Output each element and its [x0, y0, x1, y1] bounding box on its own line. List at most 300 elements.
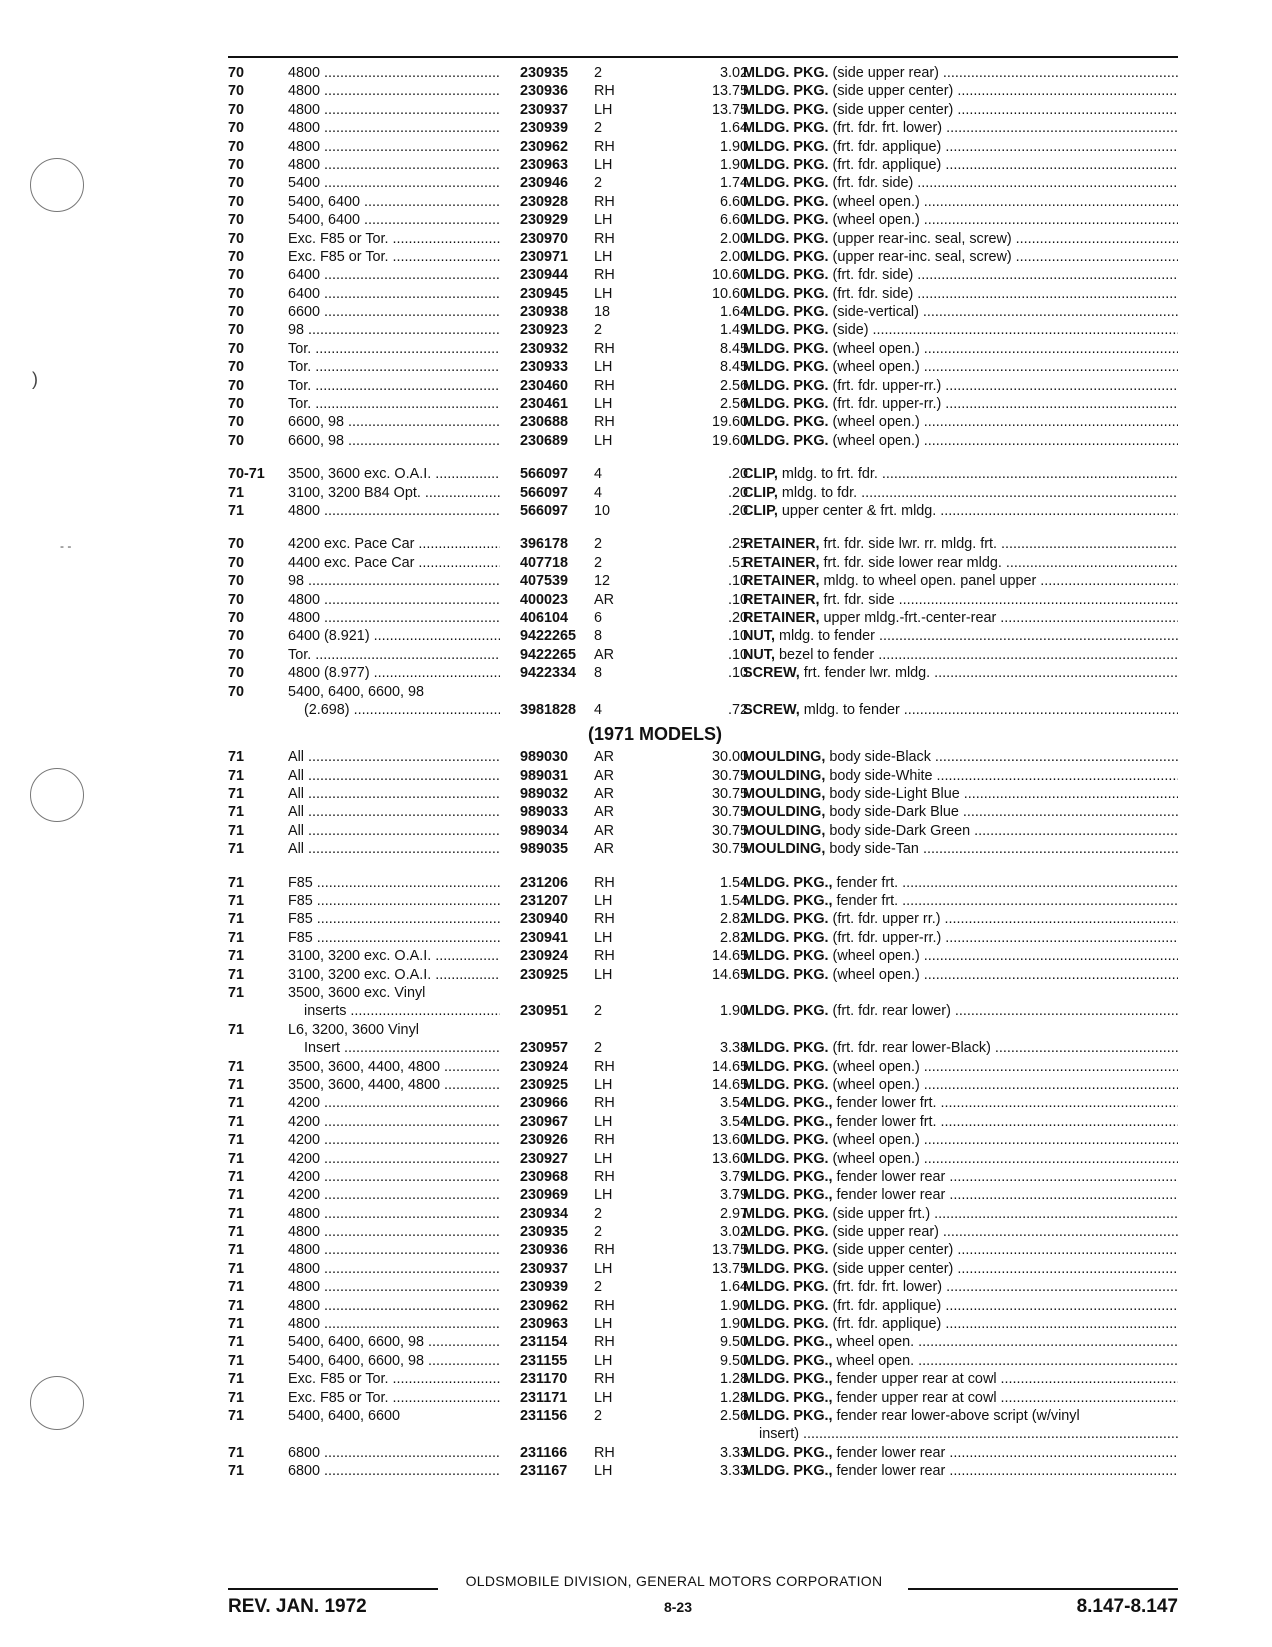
- cross-reference-line: 3500, 3600 exc. Vinyl: [288, 984, 426, 1001]
- description: [743, 748, 1178, 766]
- part-name: MLDG. PKG.: [743, 138, 829, 155]
- description-line: [743, 1241, 1178, 1259]
- cross-reference-line: F85 .....: [288, 910, 500, 928]
- model-year: 71: [228, 1150, 245, 1167]
- price: 13.60: [711, 1150, 748, 1167]
- cross-reference-line: 4800 .....: [288, 1223, 500, 1241]
- quantity: 2: [594, 1205, 603, 1222]
- price: 1.64: [719, 120, 748, 137]
- description: [743, 413, 1178, 431]
- price: 1.90: [719, 138, 748, 155]
- model-year: 71: [228, 893, 245, 910]
- revision-date: REV. JAN. 1972: [228, 1596, 367, 1617]
- part-number: 230969: [520, 1187, 569, 1204]
- quantity: RH: [594, 1297, 615, 1314]
- cross-reference-line: 6600, 98 .....: [288, 413, 500, 431]
- part-number: 230924: [520, 948, 569, 965]
- cross-reference: [288, 892, 500, 910]
- quantity: AR: [594, 767, 614, 784]
- cross-reference: [288, 1131, 500, 1149]
- description: [743, 554, 1178, 572]
- part-name: MLDG. PKG.,: [743, 1463, 833, 1480]
- price: 30.75: [711, 822, 748, 839]
- description-text: (wheel open.): [832, 1150, 920, 1167]
- part-number: 9422265: [520, 628, 577, 645]
- price: .10: [727, 646, 748, 663]
- cross-reference-line: 4800 .....: [288, 591, 500, 609]
- part-name: MLDG. PKG.,: [743, 893, 833, 910]
- part-number: 230957: [520, 1040, 569, 1057]
- quantity: 2: [594, 322, 603, 339]
- scan-mark: - -: [60, 539, 72, 553]
- part-number: 230928: [520, 193, 569, 210]
- price: 2.56: [719, 377, 748, 394]
- cross-reference: [288, 1297, 500, 1315]
- part-name: MLDG. PKG.: [743, 911, 829, 928]
- description-text: (wheel open.): [832, 966, 920, 983]
- description: [743, 1223, 1178, 1241]
- price: 30.75: [711, 786, 748, 803]
- quantity: 8: [594, 665, 603, 682]
- part-number: 989031: [520, 767, 569, 784]
- price: 13.75: [711, 83, 748, 100]
- part-number: 231206: [520, 874, 569, 891]
- cross-reference-line: Tor. .....: [288, 395, 500, 413]
- page-number: 8-23: [663, 1599, 693, 1615]
- description-text: (side upper frt.): [832, 1205, 931, 1222]
- table-row: [228, 432, 1178, 450]
- page-footer: [228, 1570, 1178, 1630]
- description: [743, 101, 1178, 119]
- price: 30.75: [711, 767, 748, 784]
- quantity: RH: [594, 1168, 615, 1185]
- part-number: 231167: [520, 1463, 568, 1480]
- description: [743, 174, 1178, 192]
- description-line: [743, 285, 1178, 303]
- model-year: 71: [228, 1113, 245, 1130]
- description-line: [743, 101, 1178, 119]
- cross-reference: [288, 1168, 500, 1186]
- cross-reference: [288, 101, 500, 119]
- description-text: (frt. fdr. side): [832, 285, 914, 302]
- table-row: [228, 321, 1178, 339]
- cross-reference-line: 3500, 3600 exc. O.A.I. .....: [288, 465, 500, 483]
- quantity: LH: [594, 1260, 613, 1277]
- cross-reference-line: (2.698) .....: [288, 701, 500, 719]
- model-year: 70: [228, 646, 245, 663]
- cross-reference-line: 4800 .....: [288, 138, 500, 156]
- part-number: 230688: [520, 414, 569, 431]
- cross-reference: [288, 1278, 500, 1296]
- part-name: MLDG. PKG.: [743, 212, 829, 229]
- description: [743, 432, 1178, 450]
- description-line: [743, 1389, 1178, 1407]
- part-number: 230946: [520, 175, 569, 192]
- model-year: 71: [228, 1408, 245, 1424]
- description-text: (frt. fdr. side): [832, 175, 914, 192]
- description: [743, 1168, 1178, 1186]
- model-year: 70: [228, 609, 245, 626]
- price: 1.90: [719, 1297, 748, 1314]
- quantity: LH: [594, 1113, 613, 1130]
- price: .10: [727, 591, 748, 608]
- table-row: [228, 266, 1178, 284]
- cross-reference-line: Tor. .....: [288, 646, 500, 664]
- quantity: 6: [594, 609, 603, 626]
- description: [743, 1315, 1178, 1333]
- table-row: [228, 303, 1178, 321]
- quantity: 2: [594, 536, 603, 553]
- price: 19.60: [711, 414, 748, 431]
- cross-reference-line: 4800 .....: [288, 101, 500, 119]
- quantity: 18: [594, 304, 611, 321]
- description: [743, 1462, 1178, 1480]
- cross-reference-line: All .....: [288, 748, 500, 766]
- part-name: RETAINER,: [743, 573, 820, 590]
- model-year: 70: [228, 396, 245, 413]
- description-line: [743, 1407, 1178, 1425]
- cross-reference: [288, 193, 500, 211]
- description-line: [743, 535, 1178, 553]
- parts-list: [228, 64, 1178, 1481]
- model-year: 70: [228, 304, 245, 321]
- part-number: 230941: [520, 929, 569, 946]
- part-number: 231170: [520, 1371, 568, 1388]
- quantity: RH: [594, 83, 615, 100]
- model-year: 71: [228, 1463, 245, 1480]
- cross-reference: [288, 82, 500, 100]
- quantity: 2: [594, 1040, 603, 1057]
- price: .51: [727, 554, 748, 571]
- cross-reference: [288, 64, 500, 82]
- cross-reference: [288, 395, 500, 413]
- model-year: 70: [228, 628, 245, 645]
- description-line: [743, 1021, 1178, 1039]
- part-name: MLDG. PKG.: [743, 1242, 829, 1259]
- cross-reference: [288, 910, 500, 928]
- quantity: RH: [594, 193, 615, 210]
- cross-reference: [288, 683, 500, 720]
- part-number: 230925: [520, 1076, 569, 1093]
- part-name: MOULDING,: [743, 804, 826, 821]
- cross-reference: [288, 1444, 500, 1462]
- cross-reference-line: L6, 3200, 3600 Vinyl: [288, 1021, 419, 1038]
- cross-reference-line: 6600 .....: [288, 303, 500, 321]
- description-line: [743, 1333, 1178, 1351]
- description: [743, 82, 1178, 100]
- table-row: [228, 1370, 1178, 1388]
- part-number: 230929: [520, 212, 569, 229]
- model-year: 70: [228, 536, 245, 553]
- quantity: RH: [594, 1095, 615, 1112]
- description: [743, 822, 1178, 840]
- description-line: [743, 1094, 1178, 1112]
- table-row: [228, 874, 1178, 892]
- part-name: MLDG. PKG.: [743, 65, 829, 81]
- model-year: 70: [228, 359, 245, 376]
- description-line: [743, 1113, 1178, 1131]
- description-line: [743, 840, 1178, 858]
- model-year: 70: [228, 573, 245, 590]
- cross-reference: [288, 358, 500, 376]
- quantity: 2: [594, 1224, 603, 1241]
- table-row: [228, 174, 1178, 192]
- part-number: 230936: [520, 83, 569, 100]
- model-year: 70: [228, 322, 245, 339]
- cross-reference-line: 4800 .....: [288, 1315, 500, 1333]
- price: 2.82: [719, 911, 748, 928]
- cross-reference: [288, 1058, 500, 1076]
- cross-reference: [288, 966, 500, 984]
- model-year: 70: [228, 267, 245, 284]
- price: 3.54: [719, 1095, 748, 1112]
- description-text: (frt. fdr. rear lower-Black): [832, 1040, 991, 1057]
- description-text: (frt. fdr. applique): [832, 138, 942, 155]
- quantity: 2: [594, 120, 603, 137]
- description-line: [743, 591, 1178, 609]
- cross-reference: [288, 303, 500, 321]
- cross-reference-line: 4800 .....: [288, 82, 500, 100]
- description-text: frt. fdr. side: [823, 591, 895, 608]
- model-year: 71: [228, 984, 245, 1001]
- quantity: AR: [594, 786, 614, 803]
- part-number: 230927: [520, 1150, 569, 1167]
- part-number: 230937: [520, 1260, 569, 1277]
- part-number: 230936: [520, 1242, 569, 1259]
- description-text: (frt. fdr. upper-rr.): [832, 929, 942, 946]
- table-row: [228, 1131, 1178, 1149]
- part-name: MLDG. PKG.: [743, 966, 829, 983]
- cross-reference-line: Insert .....: [288, 1039, 500, 1057]
- part-number: 230963: [520, 156, 569, 173]
- description-text: fender lower frt.: [836, 1095, 937, 1112]
- description-text: (wheel open.): [832, 1076, 920, 1093]
- table-row: [228, 947, 1178, 965]
- description: [743, 1186, 1178, 1204]
- part-name: MOULDING,: [743, 822, 826, 839]
- cross-reference: [288, 321, 500, 339]
- model-year: 71: [228, 749, 245, 766]
- description: [743, 1260, 1178, 1278]
- description-line: [743, 1039, 1178, 1057]
- quantity: 2: [594, 1408, 603, 1424]
- model-year: 70: [228, 212, 245, 229]
- description-text: mldg. to fender: [803, 701, 900, 718]
- part-number: 230939: [520, 120, 569, 137]
- description: [743, 785, 1178, 803]
- price: 1.64: [719, 304, 748, 321]
- description-line: [743, 82, 1178, 100]
- part-number: 231207: [520, 893, 569, 910]
- cross-reference: [288, 1260, 500, 1278]
- cross-reference: [288, 609, 500, 627]
- table-row: [228, 1223, 1178, 1241]
- description-line: [743, 1076, 1178, 1094]
- description: [743, 321, 1178, 339]
- part-number: 230934: [520, 1205, 569, 1222]
- table-row: [228, 82, 1178, 100]
- cross-reference: [288, 1186, 500, 1204]
- model-year: 70: [228, 285, 245, 302]
- scan-mark: ): [32, 369, 38, 389]
- part-name: MOULDING,: [743, 841, 826, 858]
- description: [743, 340, 1178, 358]
- part-number: 231156: [520, 1408, 568, 1424]
- part-name: MLDG. PKG.: [743, 1003, 829, 1020]
- description-text: (frt. fdr. rear lower): [832, 1003, 951, 1020]
- price: 3.02: [719, 65, 748, 81]
- quantity: RH: [594, 1058, 615, 1075]
- cross-reference-line: 3100, 3200 exc. O.A.I. .....: [288, 947, 500, 965]
- cross-reference-line: 6600, 98 .....: [288, 432, 500, 450]
- part-number: 230944: [520, 267, 569, 284]
- description: [743, 664, 1178, 682]
- cross-reference: [288, 1021, 500, 1058]
- model-year: 70: [228, 175, 245, 192]
- quantity: LH: [594, 101, 613, 118]
- model-year: 70: [228, 156, 245, 173]
- cross-reference-line: 4800 .....: [288, 1260, 500, 1278]
- cross-reference: [288, 502, 500, 520]
- part-number: 230966: [520, 1095, 569, 1112]
- description-text: body side-Dark Green: [829, 822, 971, 839]
- cross-reference: [288, 1223, 500, 1241]
- description: [743, 1094, 1178, 1112]
- quantity: RH: [594, 1334, 615, 1351]
- model-year: 71: [228, 929, 245, 946]
- description: [743, 1205, 1178, 1223]
- price: .10: [727, 628, 748, 645]
- part-name: SCREW,: [743, 701, 800, 718]
- description-text: (side): [832, 322, 869, 339]
- part-name: MLDG. PKG.,: [743, 874, 833, 891]
- description-line: [743, 1002, 1178, 1020]
- table-row: [228, 1444, 1178, 1462]
- part-number: 230925: [520, 966, 569, 983]
- part-name: MLDG. PKG.: [743, 120, 829, 137]
- quantity: LH: [594, 1352, 613, 1369]
- cross-reference: [288, 1241, 500, 1259]
- part-name: CLIP,: [743, 502, 778, 519]
- description-text: (frt. fdr. applique): [832, 156, 942, 173]
- table-row: [228, 340, 1178, 358]
- table-row: [228, 929, 1178, 947]
- table-row: [228, 1389, 1178, 1407]
- description-text: (side upper center): [832, 1242, 954, 1259]
- cross-reference: [288, 119, 500, 137]
- quantity: 2: [594, 1279, 603, 1296]
- model-year: 71: [228, 1279, 245, 1296]
- model-year: 71: [228, 1224, 245, 1241]
- price: 2.82: [719, 929, 748, 946]
- description-line: [743, 248, 1178, 266]
- cross-reference-line: 5400, 6400, 6600, 98 .....: [288, 1352, 500, 1370]
- cross-reference: [288, 554, 500, 572]
- description: [743, 984, 1178, 1021]
- description: [743, 303, 1178, 321]
- model-year: 70: [228, 138, 245, 155]
- model-year: 70: [228, 193, 245, 210]
- cross-reference-line: 4200 .....: [288, 1150, 500, 1168]
- cross-reference-line: Tor. .....: [288, 340, 500, 358]
- description: [743, 627, 1178, 645]
- price: 1.28: [719, 1371, 748, 1388]
- part-number: 231171: [520, 1389, 568, 1406]
- part-name: MLDG. PKG.,: [743, 1095, 833, 1112]
- table-row: [228, 465, 1178, 483]
- model-year: 71: [228, 1260, 245, 1277]
- description-line: [743, 266, 1178, 284]
- quantity: RH: [594, 414, 615, 431]
- quantity: 4: [594, 466, 603, 483]
- description-line: [743, 664, 1178, 682]
- table-row: [228, 646, 1178, 664]
- part-number: 566097: [520, 502, 569, 519]
- description-line: [743, 984, 1178, 1002]
- part-name: MLDG. PKG.: [743, 929, 829, 946]
- description-text: (frt. fdr. frt. lower): [832, 1279, 943, 1296]
- description-line: [743, 947, 1178, 965]
- model-year: 71: [228, 804, 245, 821]
- part-number: 989032: [520, 786, 569, 803]
- description: [743, 609, 1178, 627]
- table-row: [228, 1297, 1178, 1315]
- description-text: (wheel open.): [832, 1058, 920, 1075]
- part-name: MLDG. PKG.: [743, 156, 829, 173]
- cross-reference: [288, 1407, 500, 1425]
- cross-reference-line: 5400 .....: [288, 174, 500, 192]
- description-text: body side-Black: [829, 749, 931, 766]
- table-row: [228, 1021, 1178, 1058]
- model-year: 71: [228, 1187, 245, 1204]
- quantity: 2: [594, 1003, 603, 1020]
- part-number: 989030: [520, 749, 569, 766]
- model-year: 70: [228, 83, 245, 100]
- cross-reference-line: 3500, 3600, 4400, 4800 .....: [288, 1076, 500, 1094]
- description-text: frt. fender lwr. mldg.: [803, 665, 931, 682]
- description-text: fender lower frt.: [836, 1113, 937, 1130]
- description-line: [743, 1260, 1178, 1278]
- model-year: 71: [228, 767, 245, 784]
- description-line: [743, 1058, 1178, 1076]
- part-number: 3981828: [520, 701, 577, 718]
- quantity: AR: [594, 841, 614, 858]
- description-text: body side-Dark Blue: [829, 804, 959, 821]
- part-name: MOULDING,: [743, 749, 826, 766]
- description: [743, 1076, 1178, 1094]
- description: [743, 248, 1178, 266]
- description: [743, 646, 1178, 664]
- description-line: [743, 193, 1178, 211]
- description-line: [743, 572, 1178, 590]
- quantity: LH: [594, 285, 613, 302]
- part-name: MLDG. PKG.,: [743, 1113, 833, 1130]
- description-text: fender upper rear at cowl: [836, 1371, 997, 1388]
- table-row: [228, 892, 1178, 910]
- description: [743, 591, 1178, 609]
- price: 1.90: [719, 1003, 748, 1020]
- price: .20: [727, 484, 748, 501]
- description-line: [743, 1297, 1178, 1315]
- cross-reference: [288, 947, 500, 965]
- table-row: [228, 1113, 1178, 1131]
- quantity: 2: [594, 65, 603, 81]
- table-row: [228, 1205, 1178, 1223]
- quantity: 10: [594, 502, 611, 519]
- model-year: 71: [228, 1242, 245, 1259]
- model-year: 71: [228, 822, 245, 839]
- description-line: [743, 929, 1178, 947]
